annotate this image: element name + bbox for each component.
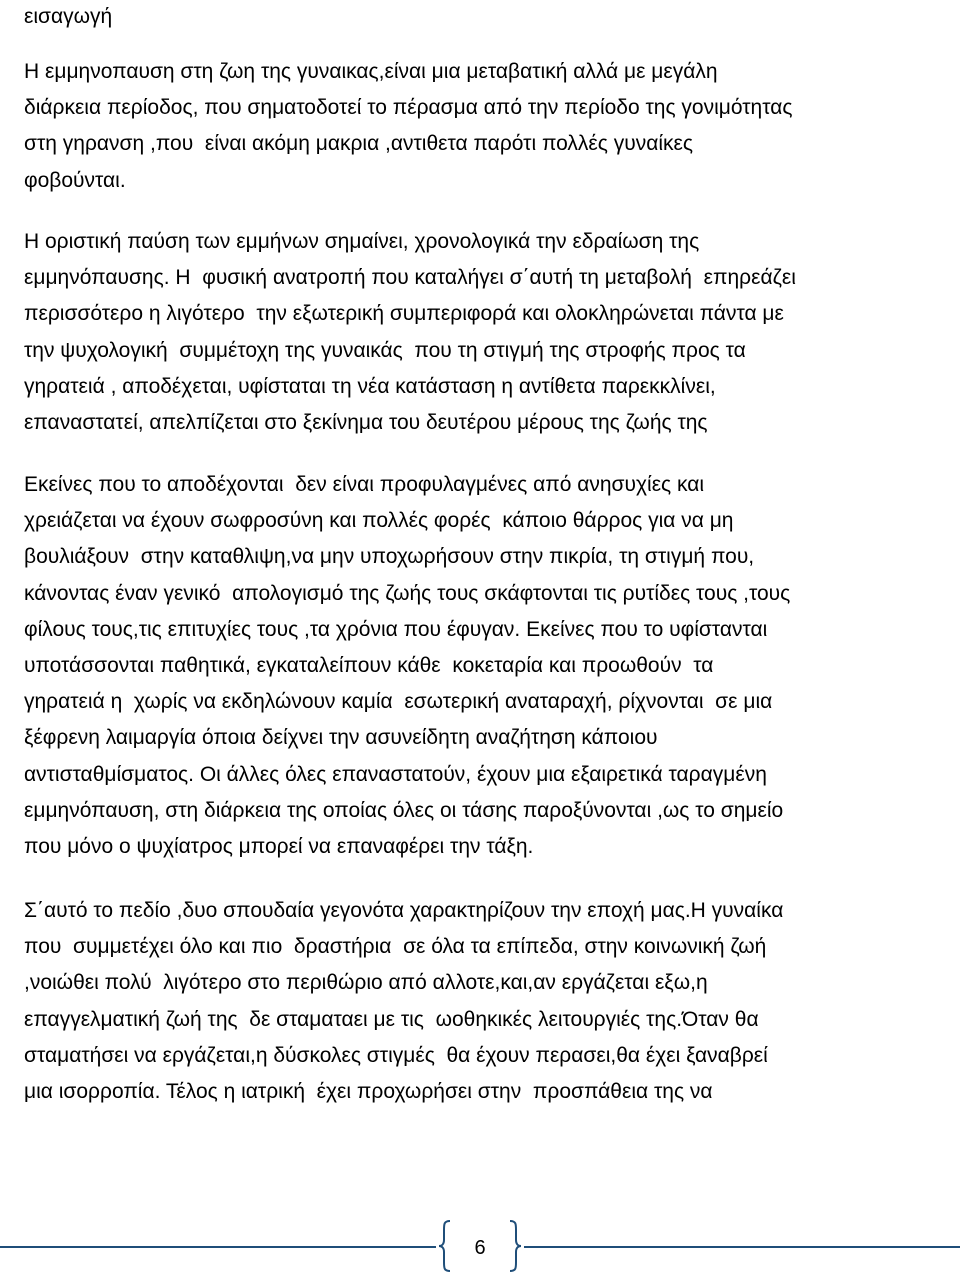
text-line: Η εμμηνοπαυση στη ζωη της γυναικας,είναι μια μεταβατική αλλά με μεγάλη [24, 60, 718, 83]
text-line: Σ΄αυτό το πεδίο ,δυο σπουδαία γεγονότα χαρακτηρίζουν την εποχή μας.Η γυναίκα [24, 899, 784, 922]
text-line: που συμμετέχει όλο και πιο δραστήρια σε όλα τα επίπεδα, στην κοινωνική ζωή [24, 935, 767, 959]
text-line: εμμηνόπαυσης. Η φυσική ανατροπή που καταλήγει σ΄αυτή τη μεταβολή επηρεάζει [24, 266, 796, 290]
text-line: επαναστατεί, απελπίζεται στο ξεκίνημα του δευτέρου μέρους της ζωής της [24, 411, 708, 435]
right-brace-icon [508, 1220, 522, 1272]
text-line: που μόνο ο ψυχίατρος μπορεί να επαναφέρει την τάξη. [24, 835, 534, 859]
text-line: φοβούνται. [24, 168, 126, 192]
paragraph-3 [24, 467, 944, 865]
left-brace-icon [438, 1220, 452, 1272]
text-line: γηρατειά η χωρίς να εκδηλώνουν καμία εσωτερική αναταραχή, ρίχνονται σε μια [24, 690, 773, 714]
footer-rule-left [0, 1246, 436, 1248]
text-line: ,νοιώθει πολύ λιγότερο στο περιθώριο από αλλοτε,και,αν εργάζεται εξω,η [24, 971, 708, 995]
paragraph-1 [24, 54, 944, 199]
text-line: μια ισορροπία. Τέλος η ιατρική έχει προχωρήσει στην προσπάθεια της να [24, 1080, 713, 1104]
section-heading: εισαγωγή [24, 5, 113, 28]
page-number: 6 [474, 1237, 486, 1259]
text-line: Η οριστική παύση των εμμήνων σημαίνει, χρονολογικά την εδραίωση της [24, 230, 700, 253]
text-line: εμμηνόπαυση, στη διάρκεια της οποίας όλες οι τάσης παροξύνονται ,ως το σημείο [24, 798, 784, 822]
text-line: στη γηρανση ,που είναι ακόμη μακρια ,αντιθετα παρότι πολλές γυναίκες [24, 132, 694, 156]
text-line: σταματήσει να εργάζεται,η δύσκολες στιγμές θα έχουν περασει,θα έχει ξαναβρεί [24, 1043, 768, 1067]
text-line: την ψυχολογική συμμέτοχη της γυναικάς που τη στιγμή της στροφής προς τα [24, 338, 746, 362]
text-line: φίλους τους,τις επιτυχίες τους ,τα χρόνια που έφυγαν. Εκείνες που το υφίστανται [24, 617, 768, 641]
text-line: αντισταθμίσματος. Οι άλλες όλες επαναστατούν, έχουν μια εξαιρετικά ταραγμένη [24, 762, 767, 786]
text-line: διάρκεια περίοδος, που σηματοδοτεί το πέρασμα από την περίοδο της γονιμότητας [24, 96, 793, 120]
text-line: ξέφρενη λαιμαργία όποια δείχνει την ασυνείδητη αναζήτηση κάποιου [24, 726, 658, 750]
text-line: γηρατειά , αποδέχεται, υφίσταται τη νέα κατάσταση η αντίθετα παρεκκλίνει, [24, 374, 716, 398]
text-line: υποτάσσονται παθητικά, εγκαταλείπουν κάθε κοκεταρία και προωθούν τα [24, 654, 714, 678]
paragraph-2 [24, 224, 944, 441]
text-line: επαγγελματική ζωή της δε σταματαει με τις ωοθηκικές λειτουργιές της.Όταν θα [24, 1007, 759, 1031]
text-line: Εκείνες που το αποδέχονται δεν είναι προφυλαγμένες από ανησυχίες και [24, 473, 705, 496]
footer-rule-right [524, 1246, 960, 1248]
paragraph-4 [24, 893, 944, 1110]
text-line: περισσότερο η λιγότερο την εξωτερική συμπεριφορά και ολοκληρώνεται πάντα με [24, 302, 784, 326]
text-line: κάνοντας έναν γενικό απολογισμό της ζωής τους σκάφτονται τις ρυτίδες τους ,τους [24, 581, 791, 605]
page-footer [0, 1210, 960, 1280]
text-line: βουλιάξουν στην καταθλιψη,να μην υποχωρήσουν στην πικρία, τη στιγμή που, [24, 545, 755, 569]
text-line: χρειάζεται να έχουν σωφροσύνη και πολλές φορές κάποιο θάρρος για να μη [24, 509, 734, 533]
